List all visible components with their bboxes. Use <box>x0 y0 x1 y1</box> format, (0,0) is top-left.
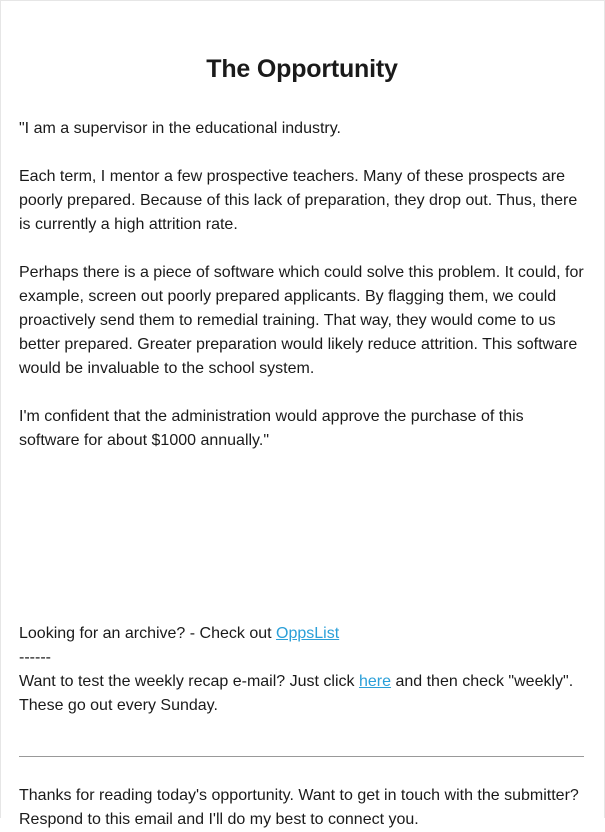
recap-suffix: and then check "weekly". These go out every Sunday. <box>19 673 574 714</box>
paragraph-intro: "I am a supervisor in the educational industry. <box>19 120 341 137</box>
divider <box>19 756 584 757</box>
paragraph-solution: Perhaps there is a piece of software which could solve this problem. It could, for example, screen out poorly prepared applicants. By flagging them, we could proactively send them to remedial training. That way, they would come to us better prepared. Greater preparation would likely reduce attrition. This software would be invaluable to the school system. <box>19 264 584 377</box>
recap-text: Want to test the weekly recap e-mail? Just click <box>19 673 359 690</box>
paragraph-pricing: I'm confident that the administration would approve the purchase of this software for about $1000 annually." <box>19 408 524 449</box>
here-link[interactable]: here <box>358 673 392 690</box>
email-content <box>19 52 585 477</box>
email-title: The Opportunity <box>206 55 398 83</box>
archive-line <box>19 622 585 646</box>
email-body <box>19 117 585 453</box>
separator-text: ------ <box>19 649 51 666</box>
recap-line <box>19 670 585 718</box>
thanks-block <box>19 784 589 832</box>
respond-line: Respond to this email and I'll do my best to connect you. <box>19 811 419 828</box>
oppslist-link[interactable]: OppsList <box>276 625 340 642</box>
paragraph-problem: Each term, I mentor a few prospective teachers. Many of these prospects are poorly prepared. Because of this lack of preparation, they drop out. Thus, there is currently a high attrition rate. <box>19 168 578 233</box>
email-footer <box>19 622 585 718</box>
archive-text: Looking for an archive? - Check out <box>19 625 277 642</box>
thanks-line: Thanks for reading today's opportunity. Want to get in touch with the submitter? <box>19 787 579 804</box>
